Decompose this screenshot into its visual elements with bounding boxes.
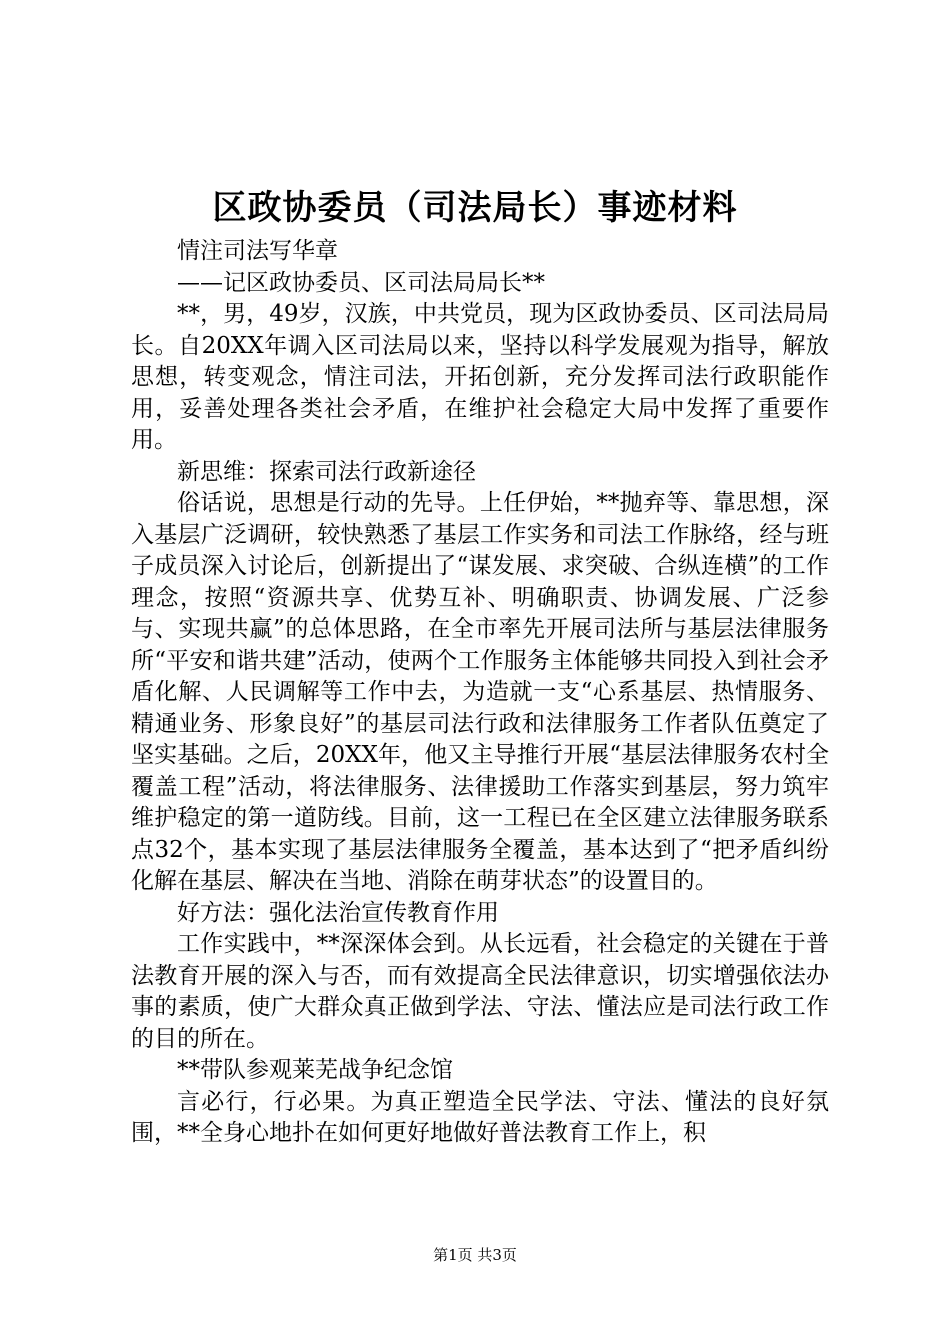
section-heading-new-thinking: 新思维：探索司法行政新途径 — [177, 458, 476, 485]
paragraph-intro: **，男，49岁，汉族，中共党员，现为区政协委员、区司法局局长。自20XX年调入区司法局以来，坚持以科学发展观为指导，解放思想，转变观念，情注司法，开拓创新，充分发挥司法行政职能作用，妥善处理各类社会矛盾，在维护社会稳定大局中发挥了重要作用。 — [131, 301, 829, 453]
subtitle: 情注司法写华章 — [177, 238, 338, 264]
paragraph-good-method: 工作实践中，**深深体会到。从长远看，社会稳定的关键在于普法教育开展的深入与否，而有效提高全民法律意识，切实增强依法办事的素质，使广大群众真正做到学法、守法、懂法应是司法行政工作的目的所在。 — [131, 931, 829, 1052]
photo-caption: **带队参观莱芜战争纪念馆 — [177, 1057, 453, 1083]
paragraph-new-thinking: 俗话说，思想是行动的先导。上任伊始，**抛弃等、靠思想，深入基层广泛调研，较快熟悉了基层工作实务和司法工作脉络，经与班子成员深入讨论后，创新提出了“谋发展、求突破、合纵连横”的工作理念，按照“资源共享、优势互补、明确职责、协调发展、广泛参与、实现共赢”的总体思路，在全市率先开展司法所与基层法律服务所“平安和谐共建”活动，使两个工作服务主体能够共同投入到社会矛盾化解、人民调解等工作中去，为造就一支“心系基层、热情服务、精通业务、形象良好”的基层司法行政和法律服务工作者队伍奠定了坚实基础。之后，20XX年，他又主导推行开展“基层法律服务农村全覆盖工程”活动，将法律服务、法律援助工作落实到基层，努力筑牢维护稳定的第一道防线。目前，这一工程已在全区建立法律服务联系点32个，基本实现了基层法律服务全覆盖，基本达到了“把矛盾纠纷化解在基层、解决在当地、消除在萌芽状态”的设置目的。 — [131, 490, 829, 894]
byline: ——记区政协委员、区司法局局长** — [177, 269, 545, 296]
paragraph-action: 言必行，行必果。为真正塑造全民学法、守法、懂法的良好氛围，**全身心地扑在如何更好地做好普法教育工作上，积 — [131, 1088, 829, 1146]
document-title: 区政协委员（司法局长）事迹材料 — [212, 188, 738, 228]
page-footer: 第1页 共3页 — [433, 1246, 517, 1264]
section-heading-good-method: 好方法：强化法治宣传教育作用 — [177, 899, 499, 926]
document-body — [131, 236, 829, 1150]
